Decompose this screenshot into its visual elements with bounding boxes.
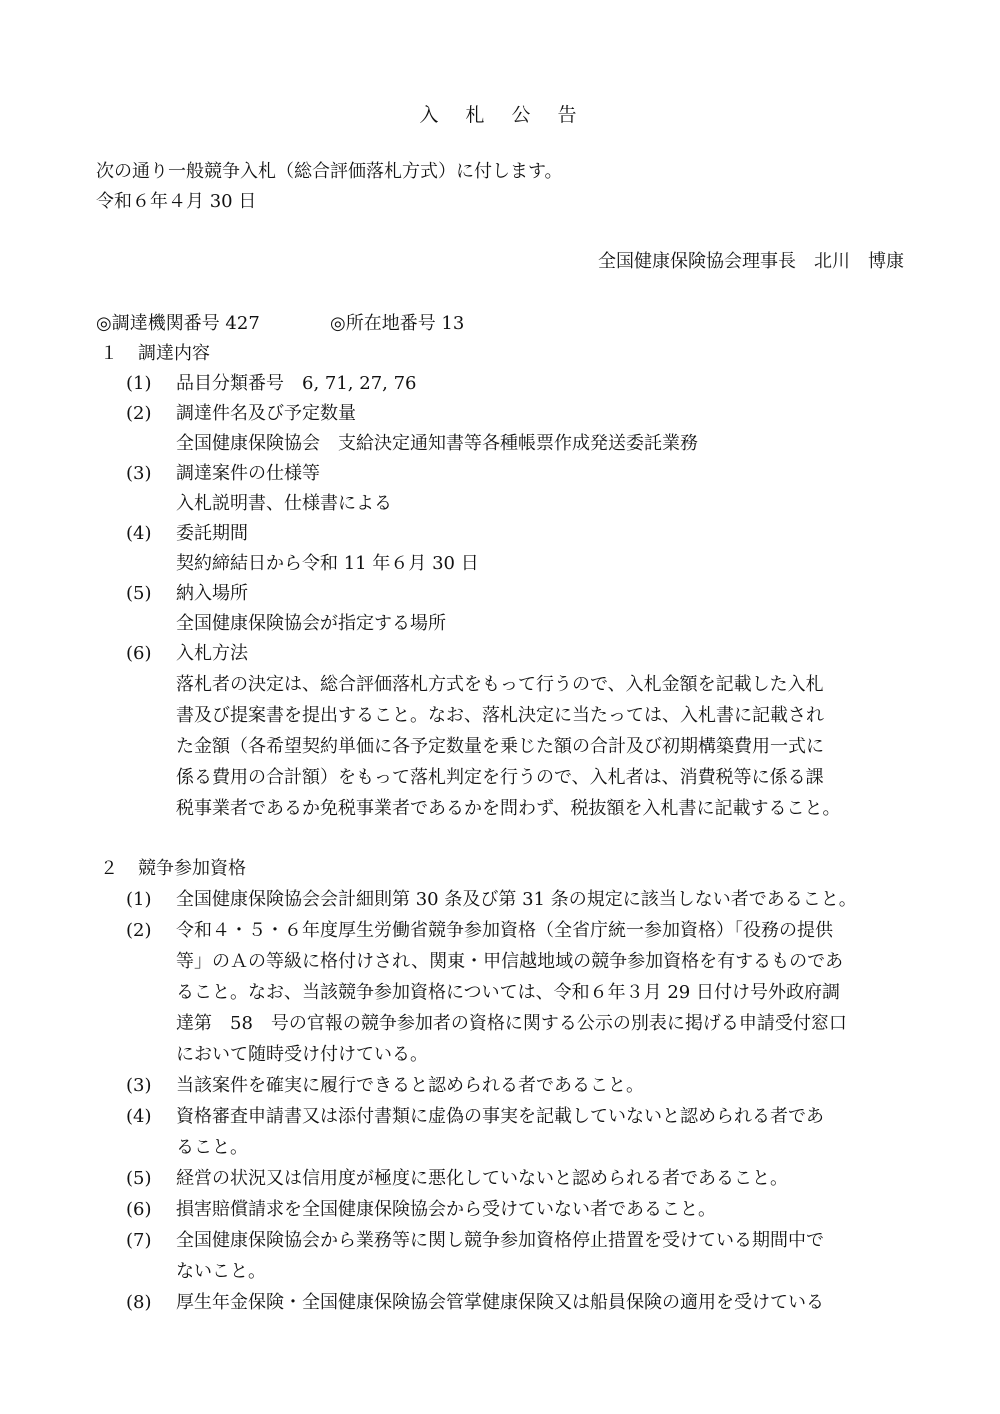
section1-number: １ — [100, 343, 118, 364]
s2-item-line: 資格審査申請書又は添付書類に虚偽の事実を記載していないと認められる者であ — [176, 1106, 824, 1127]
s2-item-number: (1) — [126, 889, 152, 910]
s2-item-line: 全国健康保険協会会計細則第 30 条及び第 31 条の規定に該当しない者であること。 — [176, 889, 857, 910]
s1-item-detail-line: 書及び提案書を提出すること。なお、落札決定に当たっては、入札書に記載され — [176, 705, 824, 726]
s1-item-number: (3) — [126, 463, 152, 484]
location-code: ◎所在地番号 13 — [330, 313, 465, 334]
agency-code: ◎調達機関番号 427 — [96, 313, 260, 334]
s2-item-line: 厚生年金保険・全国健康保険協会管掌健康保険又は船員保険の適用を受けている — [176, 1292, 824, 1313]
s1-item-number: (4) — [126, 523, 152, 544]
section1-heading: 調達内容 — [138, 343, 210, 364]
s2-item-number: (4) — [126, 1106, 152, 1127]
s2-item-number: (6) — [126, 1199, 152, 1220]
issuer-name: 全国健康保険協会理事長 北川 博康 — [598, 251, 904, 272]
s2-item-number: (2) — [126, 920, 152, 941]
issue-date: 令和６年４月 30 日 — [96, 191, 257, 212]
s2-item-line: 当該案件を確実に履行できると認められる者であること。 — [176, 1075, 644, 1096]
s1-item-label: 調達案件の仕様等 — [176, 463, 320, 484]
s2-item-line: において随時受け付けている。 — [176, 1044, 428, 1065]
s1-item-detail: 全国健康保険協会 支給決定通知書等各種帳票作成発送委託業務 — [176, 433, 698, 454]
intro-text: 次の通り一般競争入札（総合評価落札方式）に付します。 — [96, 161, 563, 182]
s2-item-line: 損害賠償請求を全国健康保険協会から受けていない者であること。 — [176, 1199, 716, 1220]
s1-item-detail-line: 税事業者であるか免税事業者であるかを問わず、税抜額を入札書に記載すること。 — [176, 798, 841, 819]
s2-item-line: 達第 58 号の官報の競争参加者の資格に関する公示の別表に掲げる申請受付窓口 — [176, 1013, 847, 1034]
s1-item-detail-line: た金額（各希望契約単価に各予定数量を乗じた額の合計及び初期構築費用一式に — [176, 736, 824, 757]
s2-item-line: ること。 — [176, 1137, 248, 1158]
s1-item-label: 納入場所 — [176, 583, 248, 604]
s2-item-line: ること。なお、当該競争参加資格については、令和６年３月 29 日付け号外政府調 — [176, 982, 840, 1003]
s1-item-detail-line: 係る費用の合計額）をもって落札判定を行うので、入札者は、消費税等に係る課 — [176, 767, 824, 788]
s1-item-detail: 入札説明書、仕様書による — [176, 493, 392, 514]
s1-item-label: 入札方法 — [176, 643, 248, 664]
section2-number: ２ — [100, 858, 118, 879]
document-title: 入 札 公 告 — [419, 104, 581, 126]
s2-item-line: 令和４・５・６年度厚生労働省競争参加資格（全省庁統一参加資格）「役務の提供 — [176, 920, 833, 941]
s1-item-label: 品目分類番号 6, 71, 27, 76 — [176, 373, 417, 394]
s2-item-number: (7) — [126, 1230, 152, 1251]
s1-item-number: (6) — [126, 643, 152, 664]
s1-item-detail: 全国健康保険協会が指定する場所 — [176, 613, 446, 634]
s1-item-detail-line: 落札者の決定は、総合評価落札方式をもって行うので、入札金額を記載した入札 — [176, 674, 824, 695]
s2-item-line: 全国健康保険協会から業務等に関し競争参加資格停止措置を受けている期間中で — [176, 1230, 824, 1251]
s2-item-line: 等」のＡの等級に格付けされ、関東・甲信越地域の競争参加資格を有するものであ — [176, 951, 844, 972]
s2-item-number: (3) — [126, 1075, 152, 1096]
section2-heading: 競争参加資格 — [138, 858, 246, 879]
s1-item-number: (5) — [126, 583, 152, 604]
s2-item-number: (5) — [126, 1168, 152, 1189]
s1-item-label: 委託期間 — [176, 523, 248, 544]
s2-item-number: (8) — [126, 1292, 152, 1313]
s2-item-line: 経営の状況又は信用度が極度に悪化していないと認められる者であること。 — [176, 1168, 788, 1189]
s1-item-label: 調達件名及び予定数量 — [176, 403, 356, 424]
s1-item-detail: 契約締結日から令和 11 年６月 30 日 — [176, 553, 479, 574]
s2-item-line: ないこと。 — [176, 1261, 266, 1282]
s1-item-number: (2) — [126, 403, 152, 424]
s1-item-number: (1) — [126, 373, 152, 394]
